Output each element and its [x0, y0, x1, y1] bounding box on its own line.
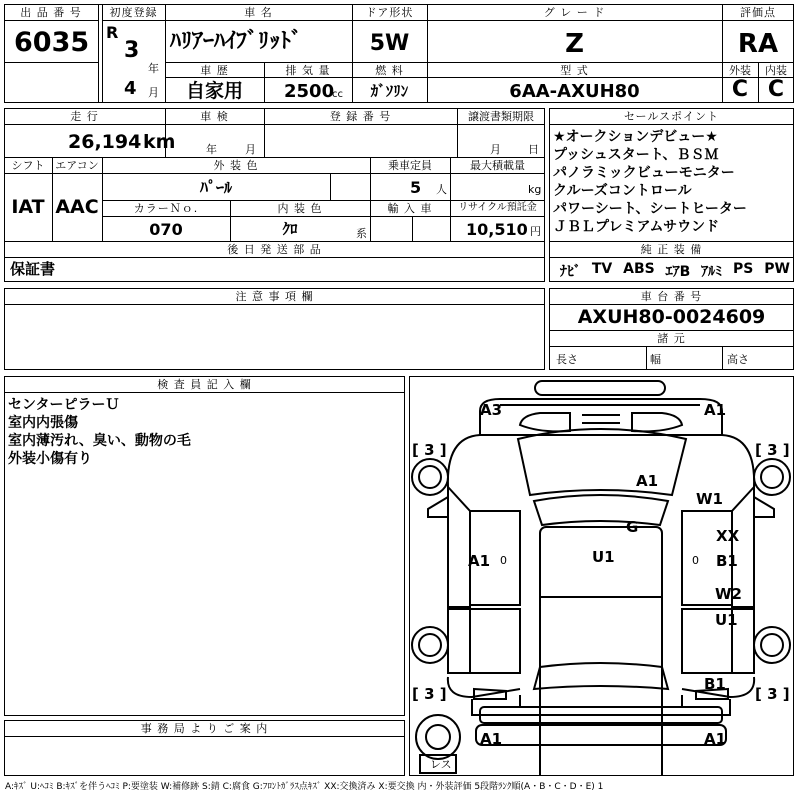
office-label: 事 務 局 よ り ご 案 内 — [140, 722, 269, 735]
later-docs: 保証書 — [10, 260, 56, 278]
int-color-unit: 系 — [356, 227, 367, 240]
tire-fl: [ 3 ] — [412, 441, 447, 459]
displacement-label: 排 気 量 — [285, 64, 331, 77]
car-name: ﾊﾘｱｰﾊｲﾌﾞﾘｯﾄﾞ — [170, 29, 303, 54]
transfer-label: 譲渡書類期限 — [468, 110, 534, 123]
first-reg-month: 4 — [124, 78, 137, 99]
month-unit: 月 — [148, 86, 159, 99]
inspector-notes — [8, 396, 191, 468]
mark-roof-center: G — [626, 518, 639, 536]
legend: A:ｷｽﾞ U:ﾍｺﾐ B:ｷｽﾞを伴うﾍｺﾐ P:要塗装 W:補修跡 S:錆 C:腐食 G:ﾌﾛﾝﾄｶﾞﾗｽ点ｷｽﾞ XX:交換済み X:要交換 内・外装評価 5段階ﾗﾝｸ順(A・B・C・D・E) 1 — [5, 782, 604, 792]
capacity-unit: 人 — [436, 183, 447, 196]
equipment-item: ｱﾙﾐ — [701, 264, 723, 280]
mark-front-right: A1 — [704, 401, 727, 419]
recycle-fee: 10,510 — [466, 220, 528, 239]
displacement: 2500 — [284, 81, 335, 102]
ext-grade: C — [731, 77, 749, 102]
mark-door-rr: U1 — [715, 611, 738, 629]
equipment-item: PW — [764, 261, 790, 277]
aircon-label: エアコン — [55, 159, 99, 172]
recycle-label: リサイクル預託金 — [458, 202, 537, 213]
mileage: 26,194 — [68, 131, 142, 153]
notes-label: 注 意 事 項 欄 — [235, 290, 314, 303]
car-name-label: 車 名 — [244, 6, 273, 19]
color-no-label: カラーＮｏ. — [133, 202, 199, 215]
car-diagram — [409, 376, 794, 776]
grade-label: グ レ ー ド — [543, 6, 606, 19]
equipment-item: TV — [591, 261, 613, 277]
capacity-label: 乗車定員 — [388, 159, 432, 172]
displacement-unit: cc — [332, 89, 343, 100]
inspector-note-line: センターピラーＵ — [8, 397, 120, 413]
chassis-number: AXUH80-0024609 — [577, 306, 766, 328]
equipment-list — [560, 261, 790, 281]
door-type: 5W — [369, 31, 410, 56]
reg-no-label: 登 録 番 号 — [329, 110, 392, 123]
tire-rr: [ 3 ] — [755, 685, 790, 703]
history: 自家用 — [185, 80, 243, 102]
first-reg-label: 初度登録 — [109, 6, 158, 19]
mark-door-left-small: 0 — [500, 554, 507, 567]
chassis-label: 車 台 番 号 — [640, 290, 703, 303]
ext-color-label: 外 装 色 — [213, 159, 259, 172]
equipment-item: ABS — [623, 261, 655, 277]
lot-no-label: 出 品 番 号 — [20, 6, 82, 19]
sales-point-item: ★オークションデビュー★ — [553, 129, 718, 145]
sales-point-item: プッシュスタート、ＢＳＭ — [553, 147, 719, 163]
mark-rear-right: A1 — [704, 730, 727, 748]
mark-door-rr-top: W2 — [715, 585, 742, 603]
max-load-label: 最大積載量 — [470, 159, 525, 172]
transfer-day-unit: 日 — [528, 143, 539, 156]
mark-door-fr-top: XX — [716, 527, 740, 545]
car-outline — [410, 377, 793, 775]
score: RA — [737, 29, 779, 59]
mark-door-fr: B1 — [716, 552, 738, 570]
shift-label: シフト — [11, 159, 45, 172]
mark-rear-left: A1 — [480, 730, 503, 748]
equipment-item: ｴｱB — [665, 264, 691, 280]
sales-point-item: パノラミックビューモニター — [553, 165, 735, 181]
grade: Z — [565, 29, 584, 59]
equipment-item: ﾅﾋﾞ — [560, 264, 581, 280]
mark-door-right-small: 0 — [692, 554, 699, 567]
import-label: 輸 入 車 — [387, 202, 433, 215]
color-no: 070 — [149, 220, 183, 239]
ext-color: ﾊﾟｰﾙ — [199, 178, 232, 197]
int-grade-label: 内装 — [765, 64, 787, 77]
mark-hood: A1 — [636, 472, 659, 490]
length-label: 長さ — [556, 353, 578, 366]
ext-grade-label: 外装 — [729, 64, 751, 77]
transfer-month-unit: 月 — [490, 143, 501, 156]
inspection-month-unit: 月 — [245, 143, 256, 156]
history-label: 車 歴 — [200, 64, 229, 77]
int-grade: C — [767, 77, 785, 102]
aircon: AAC — [55, 196, 99, 218]
int-color-label: 内 装 色 — [277, 202, 323, 215]
inspector-note-line: 室内内張傷 — [8, 415, 78, 431]
fuel: ｶﾞｿﾘﾝ — [370, 82, 409, 100]
recycle-unit: 円 — [530, 225, 541, 238]
model: 6AA-AXUH80 — [509, 81, 640, 102]
mark-fender-right: W1 — [696, 490, 723, 508]
height-label: 高さ — [727, 353, 749, 366]
mark-roof: U1 — [592, 548, 615, 566]
shift: IAT — [11, 196, 45, 218]
inspector-label: 検 査 員 記 入 欄 — [157, 378, 252, 391]
tire-fr: [ 3 ] — [755, 441, 790, 459]
fuel-label: 燃 料 — [375, 64, 404, 77]
width-label: 幅 — [650, 353, 661, 366]
mark-door-left: A1 — [468, 552, 491, 570]
mileage-unit: km — [143, 131, 176, 153]
score-label: 評価点 — [740, 6, 776, 19]
inspector-note-line: 室内薄汚れ、臭い、動物の毛 — [8, 433, 191, 449]
capacity: 5 — [410, 178, 422, 197]
sales-points-list — [553, 128, 747, 236]
spare-label: レス — [430, 758, 452, 771]
tire-rl: [ 3 ] — [412, 685, 447, 703]
inspection-label: 車 検 — [200, 110, 229, 123]
sales-point-item: パワーシート、シートヒーター — [553, 201, 747, 217]
era: R — [106, 23, 119, 42]
inspector-note-line: 外装小傷有り — [8, 451, 92, 467]
door-label: ドア形状 — [365, 6, 414, 19]
year-unit: 年 — [148, 62, 159, 75]
max-load-unit: kg — [528, 183, 542, 196]
equipment-item: PS — [733, 261, 754, 277]
equipment-label: 純 正 装 備 — [640, 243, 703, 256]
later-docs-label: 後 日 発 送 部 品 — [227, 243, 322, 256]
first-reg-year: 3 — [124, 38, 140, 63]
dims-label: 諸 元 — [657, 332, 686, 345]
model-label: 型 式 — [560, 64, 589, 77]
sales-point-item: クルーズコントロール — [553, 183, 692, 199]
sales-points-label: セールスポイント — [623, 110, 719, 123]
int-color: ｸﾛ — [282, 220, 298, 238]
lot-no: 6035 — [14, 27, 90, 58]
mileage-label: 走 行 — [70, 110, 99, 123]
sales-point-item: ＪＢＬプレミアムサウンド — [553, 219, 720, 235]
mark-front-left: A3 — [480, 401, 503, 419]
inspection-year-unit: 年 — [206, 143, 217, 156]
mark-rear-quarter-right: B1 — [704, 675, 726, 693]
